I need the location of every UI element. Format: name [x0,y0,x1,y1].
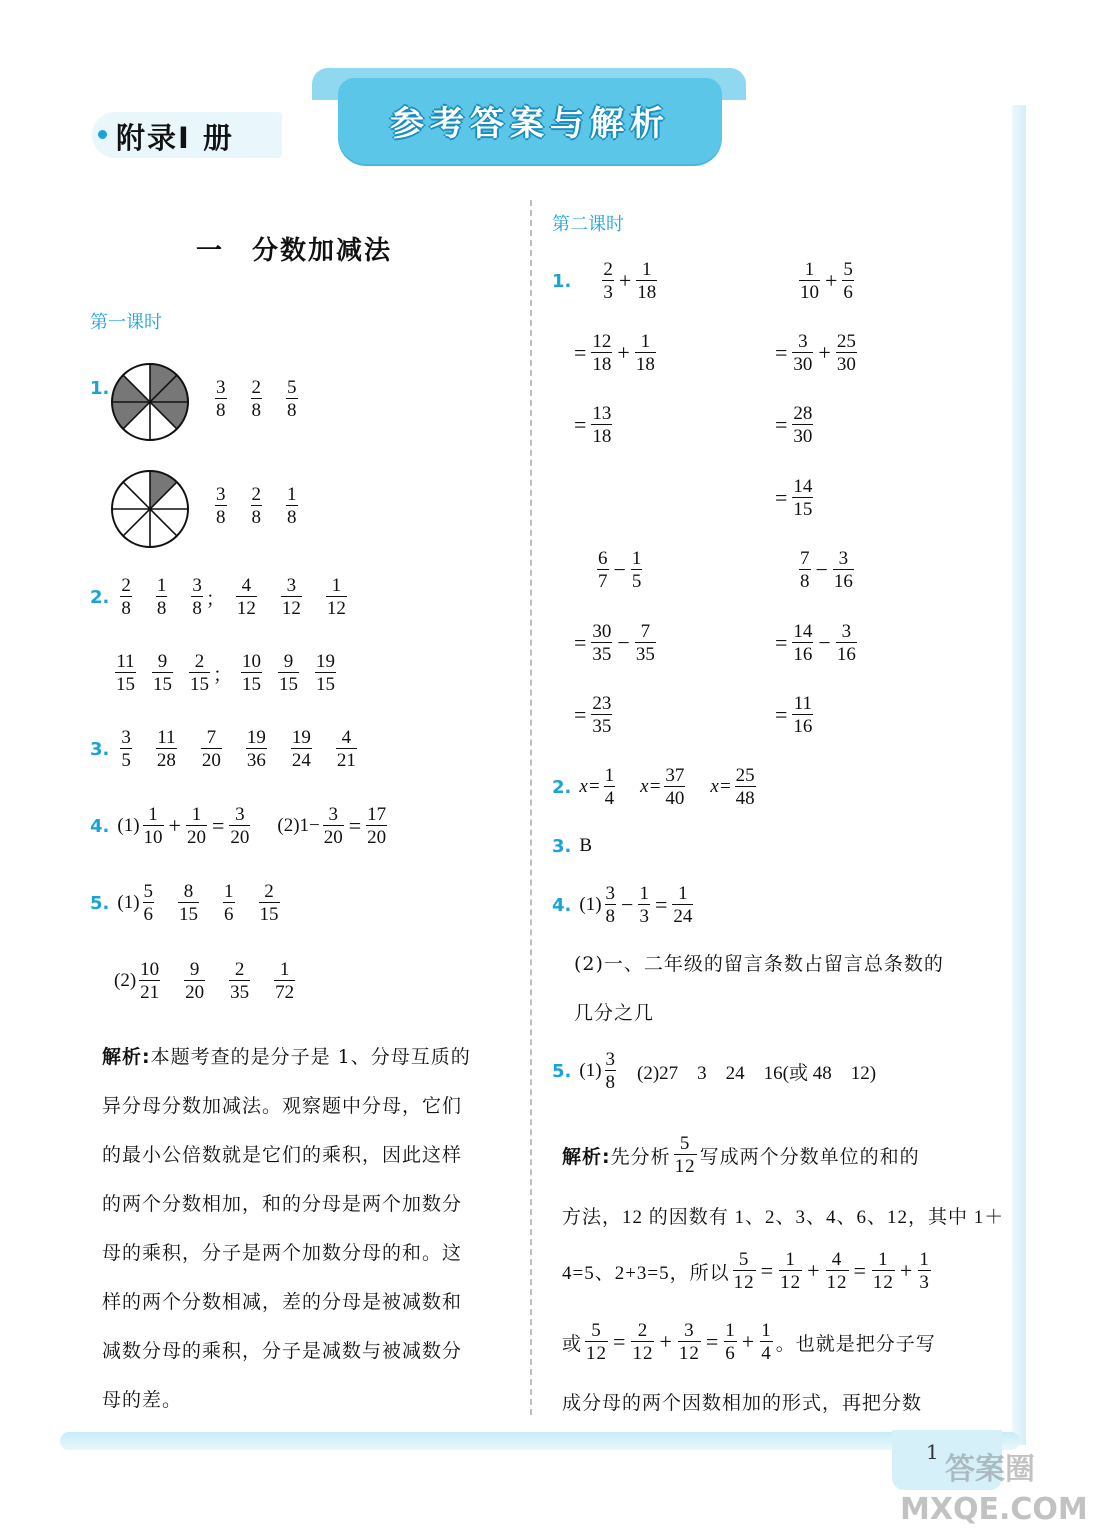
q-number: 3. [90,738,110,760]
fraction: $\frac{11}{15}$ [116,651,135,695]
section-title: 一 分数加减法 [196,236,393,266]
tag-dot [98,130,107,139]
q-number: 2. [552,776,572,798]
fraction: $\frac{19}{24}$ [291,727,311,771]
right-q1-d-line1: $\frac{7}{8}$ − $\frac{3}{16}$ [800,548,853,592]
bottom-edge-strip [60,1432,1020,1450]
fraction: $\frac{3}{20}$ [230,804,250,848]
fraction: $\frac{3}{16}$ [836,621,856,665]
fraction: $\frac{5}{8}$ [287,377,297,421]
fraction: $\frac{7}{8}$ [800,548,810,592]
right-q1-c-line2: = $\frac{30}{35}$ − $\frac{7}{35}$ [574,621,655,665]
q-number: 2. [90,586,110,608]
fraction: $\frac{2}{8}$ [251,484,261,528]
fraction: $\frac{7}{35}$ [635,621,655,665]
fraction: $\frac{3}{16}$ [833,548,853,592]
fraction: $\frac{7}{20}$ [201,727,221,771]
fraction: $\frac{3}{30}$ [793,331,813,375]
fraction: $\frac{4}{21}$ [336,727,356,771]
fraction: $\frac{1}{10}$ [143,804,163,848]
fraction: $\frac{1}{18}$ [635,331,655,375]
fraction: $\frac{28}{30}$ [793,403,813,447]
fraction: $\frac{3}{8}$ [605,883,616,927]
fraction: $\frac{9}{15}$ [153,651,172,695]
fraction: $\frac{5}{12}$ [586,1320,608,1364]
fraction: $\frac{2}{12}$ [632,1320,654,1364]
fraction: $\frac{5}{6}$ [143,881,154,925]
fraction: $\frac{11}{16}$ [793,693,813,737]
fraction: $\frac{9}{15}$ [279,651,299,695]
right-q3: 3. B [552,835,593,857]
fraction: $\frac{3}{12}$ [678,1320,700,1364]
right-analysis-line5: 成分母的两个因数相加的形式，再把分数 [562,1393,923,1414]
left-q2-row1 [90,576,350,618]
right-edge-strip [1012,105,1026,1445]
fraction: $\frac{1}{18}$ [637,259,657,303]
right-q1-b-line3: = $\frac{28}{30}$ [775,403,813,447]
fraction: $\frac{3}{8}$ [192,575,202,619]
right-q1-b-line1: $\frac{1}{10}$ + $\frac{5}{6}$ [800,259,853,303]
fraction: $\frac{5}{6}$ [843,259,853,303]
fraction: $\frac{3}{8}$ [216,377,226,421]
fraction: $\frac{3}{8}$ [216,484,226,528]
fraction: $\frac{14}{15}$ [793,476,813,520]
appendix-tag-text: 附录Ⅰ 册 [116,121,234,155]
separator: ； [213,664,233,686]
pie-diagram-1 [110,362,190,442]
fraction: $\frac{2}{8}$ [121,575,131,619]
analysis-label: 解析: [562,1145,611,1168]
separator: ； [205,588,225,610]
left-q2-row2 [112,652,339,694]
right-q1-d-line2: = $\frac{14}{16}$ − $\frac{3}{16}$ [775,621,856,665]
fraction: $\frac{25}{48}$ [735,765,755,809]
fraction: $\frac{1}{20}$ [186,804,206,848]
fraction: $\frac{1}{4}$ [604,765,615,809]
q-number: 5. [552,1060,572,1082]
fraction: $\frac{9}{20}$ [185,959,205,1003]
fraction: $\frac{1}{8}$ [287,484,297,528]
q1-row2-fractions [212,485,301,527]
pie-diagram-2 [110,469,190,549]
lesson-1-label: 第一课时 [90,312,162,333]
left-q5-row2: (2) $\frac{10}{21}$ $\frac{9}{20}$ $\frac{2}{35}$ $\frac{1}{72}$ [114,959,295,1003]
fraction: $\frac{3}{8}$ [605,1049,616,1093]
fraction: $\frac{1}{5}$ [631,548,642,592]
q1-row1-fractions [212,378,301,420]
fraction: $\frac{17}{20}$ [367,804,387,848]
right-q1-a-line2: = $\frac{12}{18}$ + $\frac{1}{18}$ [574,331,655,375]
fraction: $\frac{1}{8}$ [156,575,167,619]
fraction: $\frac{19}{36}$ [246,727,266,771]
banner-title: 参考答案与解析 [390,104,670,144]
right-q1-b-line2: = $\frac{3}{30}$ + $\frac{25}{30}$ [775,331,856,375]
right-q5: 5. (1) $\frac{3}{8}$ (2)27 3 24 16(或 48 12) [552,1049,877,1093]
q-number: 4. [90,815,110,837]
right-q1-d-line3: = $\frac{11}{16}$ [775,693,813,737]
right-analysis-line2: 方法，12 的因数有 1、2、3、4、6、12，其中 1＋ [562,1207,1005,1228]
fraction: $\frac{2}{15}$ [190,651,209,695]
analysis-label: 解析: [102,1046,151,1068]
fraction: $\frac{10}{21}$ [140,959,160,1003]
watermark: 答案圈 MXQE.COM [900,1452,1088,1527]
fraction: $\frac{1}{10}$ [800,259,819,303]
fraction: $\frac{1}{24}$ [673,883,693,927]
fraction: $\frac{8}{15}$ [179,881,199,925]
fraction: $\frac{12}{18}$ [592,331,612,375]
right-q1-a-line1: 1. $\frac{2}{3}$ + $\frac{1}{18}$ [552,259,657,303]
q-number: 1. [90,378,110,399]
left-analysis: 解析:本题考查的是分子是 1、分母互质的 异分母分数加减法。观察题中分母，它们 的最小公倍数就是它们的乘积，因此这样 的两个分数相加，和的分母是两个加数分 母的乘积，分子是两个加数分母的和。这 样的两个分数相减，差的分母是被减数和 减数分母的乘积，分子是减数与被减数分 母的差。 [102,1046,471,1411]
fraction: $\frac{1}{6}$ [725,1320,736,1364]
fraction: $\frac{2}{15}$ [259,881,279,925]
left-q5-row1: 5. (1) $\frac{5}{6}$ $\frac{8}{15}$ $\frac{1}{6}$ $\frac{2}{15}$ [90,881,279,925]
fraction: $\frac{1}{6}$ [224,881,234,925]
right-analysis-line3: 4=5、2+3=5，所以 $\frac{5}{12}$ = $\frac{1}{12}$ + $\frac{4}{12}$ = $\frac{1}{12}$ + $\frac{1}{3}$ [562,1249,930,1293]
fraction: $\frac{1}{12}$ [872,1249,894,1293]
fraction: $\frac{1}{3}$ [639,883,649,927]
fraction: $\frac{25}{30}$ [836,331,856,375]
right-q4-1: 4. (1) $\frac{3}{8}$ − $\frac{1}{3}$ = $\frac{1}{24}$ [552,883,693,927]
fraction: $\frac{4}{12}$ [236,575,256,619]
fraction: $\frac{2}{8}$ [251,377,261,421]
fraction: $\frac{4}{12}$ [826,1249,848,1293]
fraction: $\frac{10}{15}$ [242,651,262,695]
lesson-2-label: 第二课时 [552,214,624,235]
right-q4-2: (2)一、二年级的留言条数占留言总条数的 几分之几 [574,953,944,1024]
fraction: $\frac{2}{35}$ [230,959,250,1003]
fraction: $\frac{13}{18}$ [592,403,612,447]
fraction: $\frac{14}{16}$ [793,621,813,665]
fraction: $\frac{3}{5}$ [121,727,131,771]
page-number: 1 [926,1440,939,1464]
q-number: 4. [552,894,572,916]
left-q4: 4. (1) $\frac{1}{10}$ + $\frac{1}{20}$ = $\frac{3}{20}$ (2)1− $\frac{3}{20}$ = $\frac{17}{20}$ [90,804,387,848]
right-q1-c-line1: $\frac{6}{7}$ − $\frac{1}{5}$ [598,548,642,592]
fraction: $\frac{37}{40}$ [665,765,685,809]
fraction: $\frac{1}{12}$ [780,1249,802,1293]
fraction: $\frac{6}{7}$ [598,548,608,592]
fraction: $\frac{11}{28}$ [156,727,176,771]
right-q2: 2. x= $\frac{1}{4}$ x= $\frac{37}{40}$ x= $\frac{25}{48}$ [552,765,755,809]
q-number: 1. [552,270,572,292]
fraction: $\frac{30}{35}$ [592,621,612,665]
fraction: $\frac{3}{20}$ [323,804,343,848]
fraction: $\frac{23}{35}$ [592,693,612,737]
left-q3 [90,728,360,770]
q-number: 5. [90,892,110,914]
fraction: $\frac{5}{12}$ [733,1249,755,1293]
right-analysis-line4: 或 $\frac{5}{12}$ = $\frac{2}{12}$ + $\frac{3}{12}$ = $\frac{1}{6}$ + $\frac{1}{4}$ 。也就是把分子写 [562,1320,936,1364]
right-q1-c-line3: = $\frac{23}{35}$ [574,693,612,737]
fraction: $\frac{5}{12}$ [674,1133,696,1177]
column-divider [530,200,532,1415]
q-number: 3. [552,835,572,857]
fraction: $\frac{1}{12}$ [326,575,346,619]
right-q1-b-line4: = $\frac{14}{15}$ [775,476,813,520]
right-analysis-line1: 解析: 先分析 $\frac{5}{12}$ 写成两个分数单位的和的 [562,1133,920,1177]
fraction: $\frac{1}{72}$ [275,959,295,1003]
right-q1-a-line3: = $\frac{13}{18}$ [574,403,612,447]
fraction: $\frac{1}{3}$ [919,1249,930,1293]
fraction: $\frac{1}{4}$ [761,1320,772,1364]
fraction: $\frac{19}{15}$ [316,651,336,695]
fraction: $\frac{3}{12}$ [281,575,301,619]
fraction: $\frac{2}{3}$ [603,259,613,303]
